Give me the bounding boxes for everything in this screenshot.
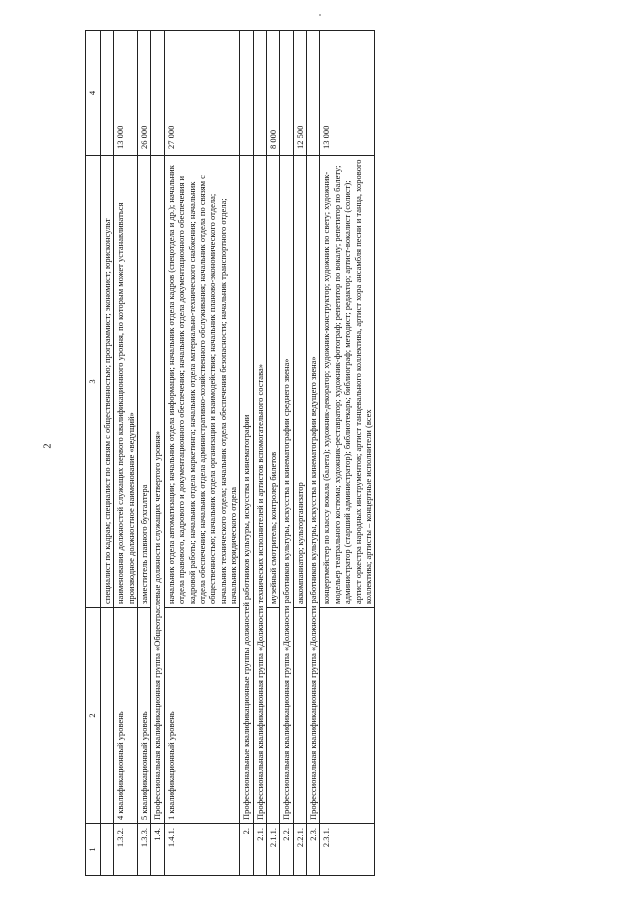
positions-cell: музейный смотритель; контролер билетов [267,156,280,608]
amount-cell: 13 000 [114,31,138,156]
amount-cell [253,31,266,156]
page-number: 2 [42,443,54,449]
group-title: Профессиональная квалификационная группа «Должности работников культуры, искусства и кинематографии ведущего звена» [307,156,320,824]
row-number: 2.1.1. [267,824,280,876]
table-row [164,31,240,876]
group-row [151,31,164,876]
amount-cell: 13 000 [320,31,375,156]
header-cell: 3 [86,156,101,608]
amount-cell [280,31,293,156]
salary-table [85,30,375,876]
table-row [293,31,306,876]
table-row [101,31,114,876]
group-title: Профессиональная квалификационная группа «Должности технических исполнителей и артистов вспомогательного состава» [253,156,266,824]
positions-cell: наименования должностей служащих первого квалификационного уровня, по которым может устанавливаться производное должностное наименование «ведущий» [114,156,138,608]
table-body [86,31,375,876]
qualification-level [293,608,306,824]
row-number: 2. [240,824,253,876]
table-row [138,31,151,876]
amount-cell: 27 000 [164,31,240,156]
table-row [320,31,375,876]
row-number: 2.3. [307,824,320,876]
group-title: Профессиональные квалификационные группы должностей работников культуры, искусства и кинематографии [240,156,253,824]
qualification-level: 5 квалификационный уровень [138,608,151,824]
row-number: 1.3.2. [114,824,138,876]
positions-cell: начальник отдела автоматизации; начальник отдела информации; начальник отдела кадров (спецотдела и др.); начальник отдела правового, кадрового и документационного обеспечения; начальник отдела документационного обеспечения и кадровой работы; начальник отдела маркетинга; начальник отдела материально-технического снабжения; начальник отдела обеспечения; начальник отдела административно-хозяйственного обслуживания; начальник отдела по связям с общественностью; начальник отдела организации и взаимодействия; начальник планово-экономического отдела; начальник технического отдела; начальник отдела обеспечения безопасности; начальник транспортного отдела; начальник юридического отдела [164,156,240,608]
scan-dot [319,14,321,16]
amount-cell [151,31,164,156]
row-number: 1.3.3. [138,824,151,876]
positions-cell: специалист по кадрам; специалист по связям с общественностью; программист; экономист; юрисконсульт [101,156,114,608]
qualification-level: 4 квалификационный уровень [114,608,138,824]
header-cell: 2 [86,608,101,824]
header-cell: 4 [86,31,101,156]
group-row [240,31,253,876]
qualification-level: 1 квалификационный уровень [164,608,240,824]
group-title: Профессиональная квалификационная группа «Должности работников культуры, искусства и кинематографии среднего звена» [280,156,293,824]
rotated-table-wrapper [85,31,615,876]
positions-cell: концертмейстер по классу вокала (балета); художник-декоратор; художник-конструктор; художник по свету; художник-модельер театрального костюма; художник-реставратор; художник-фотограф; репетитор по вокалу; репетитор по балету; администратор (старший администратор); библиотекарь; библиограф; методист; редактор; артист-вокалист (солист); артист оркестра народных инструментов; артист танцевального коллектива, артист хора ансамбля песни и танца, хорового коллектива; артисты – концертные исполнители (всех [320,156,375,608]
amount-cell: 12 500 [293,31,306,156]
qualification-level [101,608,114,824]
row-number [101,824,114,876]
row-number: 1.4.1. [164,824,240,876]
group-row [253,31,266,876]
positions-cell: заместитель главного бухгалтера [138,156,151,608]
row-number: 1.4. [151,824,164,876]
amount-cell: 26 000 [138,31,151,156]
positions-cell: аккомпаниатор; культорганизатор [293,156,306,608]
qualification-level [267,608,280,824]
amount-cell [307,31,320,156]
row-number: 2.2.1. [293,824,306,876]
table-row [114,31,138,876]
group-row [280,31,293,876]
qualification-level [320,608,375,824]
group-title: Профессиональная квалификационная группа «Общеотраслевые должности служащих четвертого уровня» [151,156,164,824]
amount-cell [101,31,114,156]
group-row [307,31,320,876]
row-number: 2.2. [280,824,293,876]
table-row [267,31,280,876]
header-row [86,31,101,876]
row-number: 2.1. [253,824,266,876]
header-cell: 1 [86,824,101,876]
row-number: 2.3.1. [320,824,375,876]
amount-cell: 8 000 [267,31,280,156]
amount-cell [240,31,253,156]
